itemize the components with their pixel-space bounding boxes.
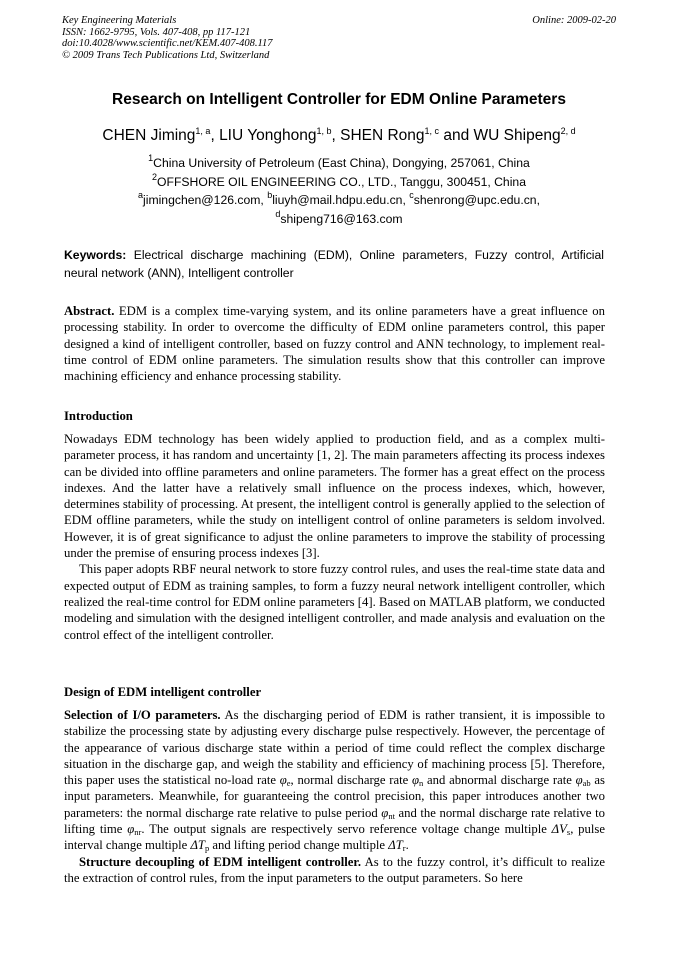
- text-run: As the discharging period of EDM is rather transient, it is impossible to stabilize the processing state by adjusting every discharge pulse respectively. However, the percentage of the appearance of various discharge state within a period of time could reflect the complex discharge situation in the discharge gap, and weigh the stability and efficiency of machining process [5]. Therefore, this paper uses the statistical no-load rate: [64, 708, 605, 788]
- text-run: and the normal discharge rate relative to lifting time: [64, 805, 606, 837]
- paper-title: Research on Intelligent Controller for EDM Online Parameters: [112, 91, 566, 108]
- affiliation-sup: 1: [148, 153, 154, 163]
- symbol: φ: [381, 805, 389, 820]
- subscript: n: [419, 778, 424, 789]
- symbol: φ: [279, 773, 287, 788]
- abstract: [64, 303, 605, 384]
- section-heading-design: Design of EDM intelligent controller: [64, 685, 262, 699]
- paragraph: [64, 854, 605, 887]
- subscript: r: [402, 843, 406, 854]
- journal-name: Key Engineering Materials: [62, 15, 177, 26]
- email-sup: b: [267, 190, 273, 200]
- abstract-text: EDM is a complex time-varying system, and its online parameters have a great influence on processing stability. In order to overcome the difficulty of EDM online parameters control, this paper designed a kind of intelligent controller, based on fuzzy control and ANN technology, to implement real-time control of EDM online parameters. The simulation results show that this controller can improve machining efficiency and enhance processing stability.: [64, 304, 605, 384]
- journal-meta: [62, 15, 272, 61]
- copyright-line: © 2009 Trans Tech Publications Ltd, Switzerland: [62, 49, 270, 61]
- symbol: φ: [412, 773, 420, 788]
- paragraph: [64, 707, 605, 854]
- email-line: [0, 210, 678, 229]
- author-sep: and: [439, 127, 474, 144]
- text-run: , normal discharge rate: [290, 773, 412, 788]
- email: liuyh@mail.hdpu.edu.cn,: [272, 193, 410, 207]
- author-sup: 1, a: [195, 126, 211, 136]
- symbol: ΔT: [388, 838, 403, 853]
- abstract-label: Abstract.: [64, 304, 115, 318]
- subscript: ab: [582, 778, 591, 789]
- author-sep: ,: [331, 127, 341, 144]
- affiliations: [0, 154, 678, 228]
- author-list: [0, 127, 678, 145]
- affiliation-1: [0, 154, 678, 173]
- email-sup: d: [275, 208, 281, 219]
- issn-line: ISSN: 1662-9795, Vols. 407-408, pp 117-121: [62, 26, 251, 38]
- keywords-text: Electrical discharge machining (EDM), Online parameters, Fuzzy control, Artificial neural network (ANN), Intelligent controller: [64, 248, 604, 280]
- design-body: [64, 707, 605, 886]
- email: jimingchen@126.com,: [143, 193, 268, 207]
- keywords-label: Keywords:: [64, 248, 127, 262]
- text-run: .: [405, 838, 409, 853]
- text-run: as input parameters. Meanwhile, for guaranteeing the control precision, this paper introduces another two parameters: the normal discharge rate relative to pulse period: [64, 773, 605, 820]
- symbol: φ: [575, 773, 583, 788]
- symbol: ΔT: [190, 838, 205, 853]
- affiliation-text: China University of Petroleum (East China), Dongying, 257061, China: [153, 156, 530, 170]
- author-name: CHEN Jiming: [102, 127, 196, 144]
- author-sup: 1, b: [316, 126, 332, 136]
- author-name: WU Shipeng: [473, 127, 561, 144]
- author-sup: 1, c: [424, 126, 440, 136]
- text-run: , pulse interval change multiple: [64, 822, 605, 853]
- subsection-label: Selection of I/O parameters.: [64, 708, 221, 722]
- text-run: and lifting period change multiple: [209, 838, 389, 853]
- introduction-body: [64, 431, 605, 643]
- affiliation-2: [0, 173, 678, 192]
- paragraph: Nowadays EDM technology has been widely applied to production field, and as a complex multi-parameter process, it has random and uncertainty [1, 2]. The main parameters affecting its process indexes can be divided into offline parameters and online parameters. The former has a great effect on the process indexes. And the latter have a relatively small influence on the process indexes, which, however, determines stability of processing. At present, the intelligent control is generally applied to the selection of EDM offline parameters, while the study on intelligent control of online parameters is seldom involved. However, it is of great significance to adjust the online parameters to improve the stability of processing under the premise of ensuring process indexes [3].: [64, 432, 605, 561]
- subscript: nr: [134, 827, 142, 838]
- author-name: LIU Yonghong: [219, 127, 317, 144]
- email: shipeng716@163.com: [280, 211, 403, 226]
- subscript: nt: [388, 810, 395, 821]
- doi-line: doi:10.4028/www.scientific.net/KEM.407-408.117: [62, 38, 273, 49]
- text-run: and abnormal discharge rate: [423, 773, 576, 788]
- author-sep: ,: [210, 127, 220, 144]
- subsection-label: Structure decoupling of EDM intelligent controller.: [79, 854, 362, 869]
- symbol: ΔV: [551, 822, 567, 837]
- author-name: SHEN Rong: [340, 127, 425, 144]
- email-sup: a: [138, 190, 144, 200]
- symbol: φ: [127, 822, 135, 837]
- email-line: [0, 191, 678, 210]
- email-sup: c: [409, 190, 414, 200]
- subscript: s: [566, 827, 571, 838]
- email: shenrong@upc.edu.cn,: [413, 193, 540, 207]
- section-heading-introduction: Introduction: [64, 409, 133, 423]
- online-date: Online: 2009-02-20: [532, 15, 616, 26]
- subscript: e: [286, 778, 291, 789]
- paragraph: This paper adopts RBF neural network to store fuzzy control rules, and uses the real-time state data and expected output of EDM as training samples, to form a fuzzy neural network intelligent controller, which realized the real-time control for EDM online parameters [4]. Based on MATLAB platform, we conducted modeling and simulation with the designed intelligent controller, and made analysis and evaluation on the control effect of the intelligent controller.: [64, 562, 605, 642]
- text-run: . The output signals are respectively servo reference voltage change multiple: [141, 822, 552, 837]
- affiliation-text: OFFSHORE OIL ENGINEERING CO., LTD., Tanggu, 300451, China: [157, 174, 526, 189]
- author-sup: 2, d: [560, 126, 576, 136]
- subscript: p: [205, 843, 210, 854]
- keywords: [64, 246, 604, 282]
- text-run: As to the fuzzy control, it’s difficult to realize the extraction of control rules, from the input parameters to the output parameters. So here: [64, 854, 606, 885]
- affiliation-sup: 2: [152, 171, 158, 182]
